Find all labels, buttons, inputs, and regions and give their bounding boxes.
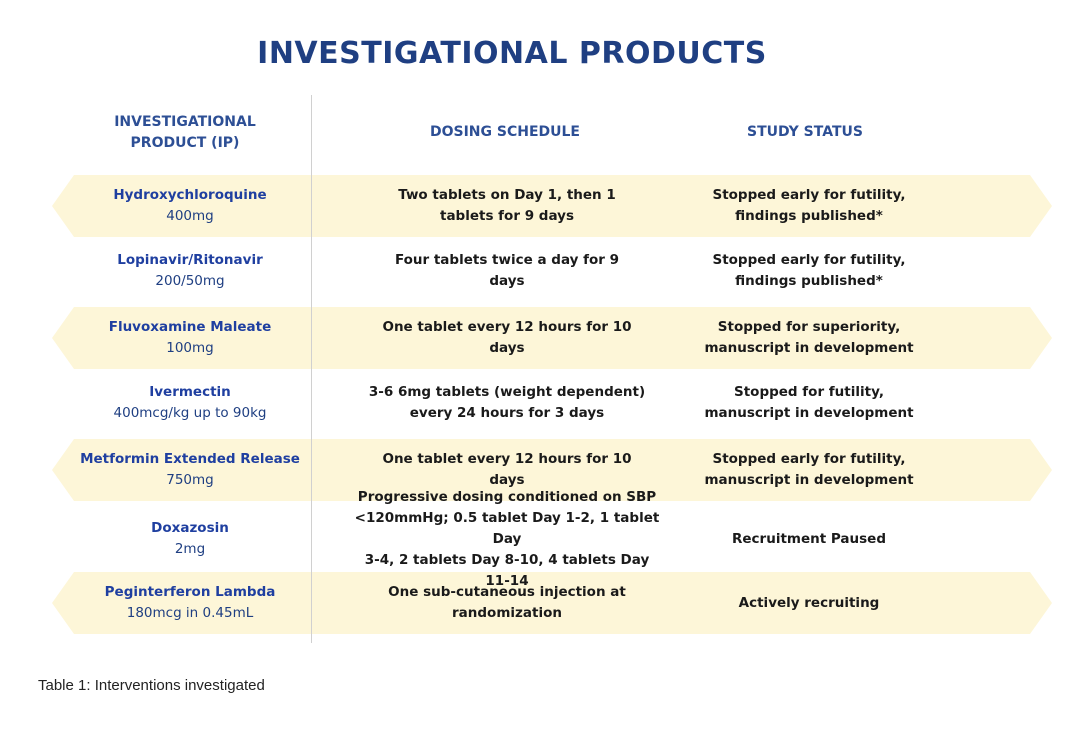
table-row [0,240,1069,302]
dosing-cell: 3-6 6mg tablets (weight dependent) every 24 hours for 3 days [368,384,646,421]
dosing-cell: One tablet every 12 hours for 10 days [382,319,632,356]
ip-dose: 200/50mg [155,273,225,289]
ip-dose: 2mg [174,541,206,557]
ip-cell [60,439,320,501]
ip-cell [60,572,320,634]
status-cell: Recruitment Paused [732,530,886,547]
ip-cell [60,175,320,237]
status-cell: Stopped early for futility, findings published* [712,187,906,224]
dosing-cell: Four tablets twice a day for 9 days [394,252,620,289]
header-ip: INVESTIGATIONAL PRODUCT (IP) [114,114,256,151]
ip-dose: 400mg [166,208,214,224]
table-caption: Table 1: Interventions investigated [38,677,265,694]
ip-name: Metformin Extended Release [80,451,300,467]
ip-name: Peginterferon Lambda [104,584,276,600]
table-row [0,372,1069,434]
ip-cell [60,307,320,369]
ip-name: Fluvoxamine Maleate [108,319,272,335]
ip-dose: 750mg [166,472,214,488]
header-status: STUDY STATUS [747,124,863,140]
ip-dose: 400mcg/kg up to 90kg [113,405,267,421]
ip-name: Lopinavir/Ritonavir [117,252,263,268]
ip-dose: 180mcg in 0.45mL [126,605,254,621]
status-cell: Stopped for superiority, manuscript in development [704,319,914,356]
dosing-cell: One sub-cutaneous injection at randomization [388,584,626,621]
page-title: INVESTIGATIONAL PRODUCTS [257,36,767,71]
table-row [0,506,1069,572]
dosing-cell: Two tablets on Day 1, then 1 tablets for 9 days [398,187,616,224]
status-cell: Stopped for futility, manuscript in development [704,384,914,421]
table-row [0,307,1069,369]
ip-name: Doxazosin [151,520,229,536]
ip-dose: 100mg [166,340,214,356]
dosing-cell: <120mmHg; 0.5 tablet Day 1-2, 1 tablet Day 3-4, 2 tablets Day 8-10, 4 tablets Day [354,509,660,568]
status-cell: Actively recruiting [738,594,880,611]
ip-cell [60,372,320,434]
ip-name: Hydroxychloroquine [113,187,267,203]
status-cell: Stopped early for futility, findings published* [712,252,906,289]
ip-cell [60,506,320,572]
dosing-cell: One tablet every 12 hours for 10 days [382,451,632,488]
table-row [0,572,1069,634]
header-dosing: DOSING SCHEDULE [429,124,580,140]
ip-cell [60,240,320,302]
table-row [0,175,1069,237]
status-cell: Stopped early for futility, manuscript in development [704,451,914,488]
ip-name: Ivermectin [149,384,231,400]
